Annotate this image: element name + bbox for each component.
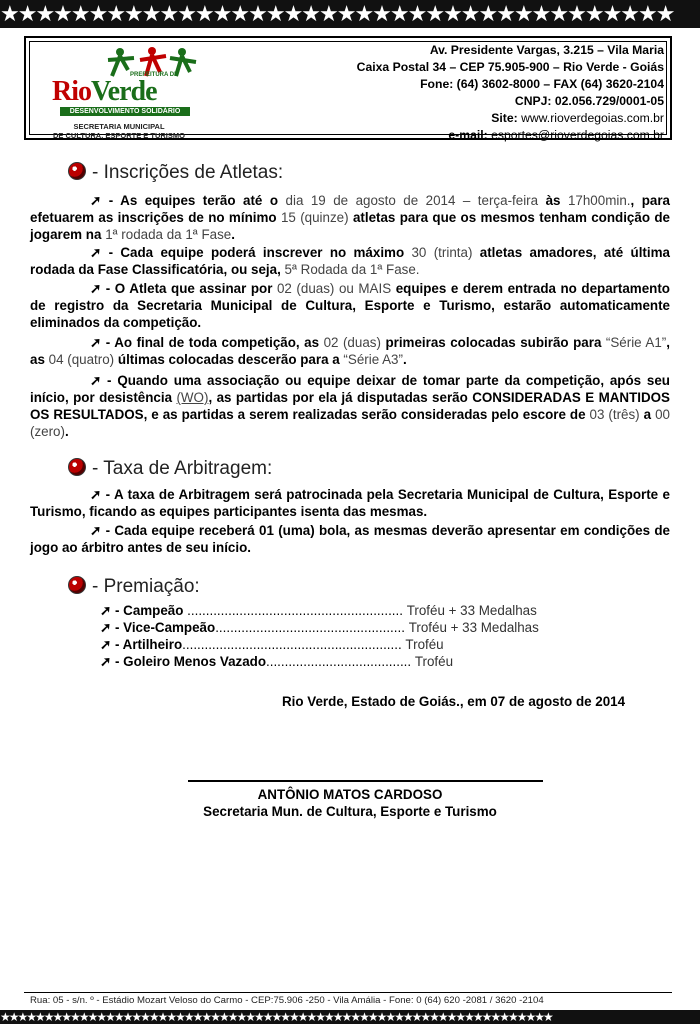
text: . — [402, 352, 407, 367]
logo-verde: Verde — [91, 76, 157, 107]
logo-rio: Rio — [52, 76, 91, 107]
prize-reward: Troféu — [405, 637, 444, 652]
arrow-icon: ➚ — [100, 654, 112, 669]
text: (WO) — [176, 390, 209, 405]
prize-row — [100, 602, 660, 619]
text: 03 (três) — [589, 407, 640, 422]
prize-reward: Troféu + 33 Medalhas — [408, 620, 539, 635]
signature-line — [188, 780, 543, 782]
text: - Ao final de toda competição, as — [105, 335, 320, 350]
prize-label: - Artilheiro — [114, 637, 183, 652]
prize-row — [100, 636, 660, 653]
paragraph-2 — [30, 244, 670, 278]
text: equipes e derem entrada no departamento de registro da Secretaria Municipal de Cultura, Esporte e Turismo, estarão automaticamente eliminados da competição. — [30, 281, 670, 330]
text: 1ª rodada da 1ª Fase — [105, 227, 232, 242]
prize-row — [100, 653, 660, 670]
text: - Quando uma associação ou equipe deixar de tomar parte da competição, após seu início, por desistência — [30, 373, 670, 405]
text: 5ª Rodada da 1ª Fase. — [284, 262, 420, 277]
text: 17h00min. — [567, 193, 631, 208]
text: - As equipes terão até o — [108, 193, 279, 208]
text: dia 19 de agosto de 2014 – terça-feira — [285, 193, 539, 208]
prize-label: - Campeão — [114, 603, 184, 618]
bottom-star-border: ★★★★★★★★★★★★★★★★★★★★★★★★★★★★★★★★★★★★★★★★★★★★★★★★★★★★★★★★★★★★★★★ — [0, 1010, 700, 1024]
ball-bullet-icon — [68, 162, 86, 180]
arrow-icon: ➚ — [90, 523, 102, 538]
section-title: - Taxa de Arbitragem: — [92, 458, 273, 479]
prize-dots: ........................................................... — [182, 637, 402, 652]
paragraph-1 — [30, 192, 670, 243]
text: 30 (trinta) — [411, 245, 473, 260]
text: atletas amadores, até última rodada da Fase Classificatória, ou seja, — [30, 245, 670, 277]
logo-prefeitura: PREFEITURA DE — [130, 72, 179, 78]
text: primeiras colocadas subirão para — [385, 335, 602, 350]
section-inscricoes — [68, 162, 283, 184]
section-taxa — [68, 458, 272, 480]
section-title: - Inscrições de Atletas: — [92, 162, 284, 183]
text: 02 (duas) ou MAIS — [276, 281, 392, 296]
email-label: e-mail: — [448, 128, 488, 142]
section-premiacao — [68, 576, 200, 598]
postal: Caixa Postal 34 – CEP 75.905-900 – Rio Verde - Goiás — [356, 60, 664, 74]
signatory-name: ANTÔNIO MATOS CARDOSO — [257, 787, 443, 802]
text: , as — [30, 335, 670, 367]
paragraph-5 — [30, 372, 670, 440]
prize-dots: ................................................... — [215, 620, 405, 635]
prize-row — [100, 619, 660, 636]
address: Av. Presidente Vargas, 3.215 – Vila Maria — [429, 43, 664, 57]
text: - Cada equipe receberá 01 (uma) bola, as mesmas deverão apresentar em condições de jogo ao árbitro antes de seu início. — [30, 523, 670, 555]
arrow-icon: ➚ — [100, 620, 112, 635]
text: , as partidas por ela já disputadas serão CONSIDERADAS E MANTIDOS OS RESULTADOS, e as partidas a serem realizadas serão consideradas pelo escore de — [30, 390, 670, 422]
logo-name — [52, 76, 157, 108]
text: . — [231, 227, 235, 242]
logo-secretaria — [30, 122, 208, 140]
arrow-icon: ➚ — [90, 373, 102, 388]
arrow-icon: ➚ — [90, 335, 102, 350]
section-title: - Premiação: — [92, 576, 200, 597]
text: últimas colocadas descerão para a — [117, 352, 340, 367]
email — [357, 127, 664, 144]
logo-secretaria-line2: DE CULTURA, ESPORTE E TURISMO — [53, 131, 185, 140]
paragraph-7 — [30, 522, 670, 556]
cnpj: CNPJ: 02.056.729/0001-05 — [514, 94, 664, 108]
arrow-icon: ➚ — [100, 637, 112, 652]
text: 02 (duas) — [323, 335, 381, 350]
ball-bullet-icon — [68, 458, 86, 476]
prize-reward: Troféu — [414, 654, 454, 669]
footer-divider — [24, 992, 672, 993]
logo — [30, 42, 208, 140]
ball-bullet-icon — [68, 576, 86, 594]
arrow-icon: ➚ — [100, 603, 112, 618]
text: - A taxa de Arbitragem será patrocinada pela Secretaria Municipal de Cultura, Esporte e Turismo, ficando as equipes participantes isenta das mesmas. — [30, 487, 670, 519]
text: 04 (quatro) — [48, 352, 115, 367]
arrow-icon: ➚ — [90, 487, 102, 502]
arrow-icon: ➚ — [90, 281, 102, 296]
text: 00 (zero) — [30, 407, 670, 439]
prize-dots: ....................................... — [266, 654, 412, 669]
email-link[interactable]: esportes@rioverdegoias.com.br — [491, 128, 664, 142]
text: às — [545, 193, 561, 208]
paragraph-6 — [30, 486, 670, 520]
footer-address: Rua: 05 - s/n. º - Estádio Mozart Veloso do Carmo - CEP:75.906 -250 - Vila Amália - Fone: 0 (64) 620 -2081 / 3620 -2104 — [30, 995, 544, 1006]
signature-block — [0, 786, 700, 820]
paragraph-3 — [30, 280, 670, 331]
contact-info — [357, 42, 664, 144]
phone: Fone: (64) 3602-8000 – FAX (64) 3620-2104 — [420, 77, 664, 91]
prize-label: - Vice-Campeão — [114, 620, 216, 635]
prize-dots: .......................................................... — [187, 603, 403, 618]
place-date: Rio Verde, Estado de Goiás., em 07 de agosto de 2014 — [282, 694, 626, 709]
text: 15 (quinze) — [280, 210, 349, 225]
prize-reward: Troféu + 33 Medalhas — [406, 603, 537, 618]
prize-label: - Goleiro Menos Vazado — [114, 654, 267, 669]
text: - Cada equipe poderá inscrever no máximo — [108, 245, 405, 260]
logo-slogan: DESENVOLVIMENTO SOLIDÁRIO — [60, 107, 190, 116]
arrow-icon: ➚ — [90, 193, 102, 208]
arrow-icon: ➚ — [90, 245, 102, 260]
text: “Série A1” — [605, 335, 667, 350]
text: , para efetuarem as inscrições de no mínimo — [30, 193, 670, 225]
top-star-border: ★★★★★★★★★★★★★★★★★★★★★★★★★★★★★★★★★★★★★★ — [0, 0, 700, 28]
text: . — [64, 424, 69, 439]
text: - O Atleta que assinar por — [105, 281, 273, 296]
text: atletas para que os mesmos tenham condição de jogarem na — [30, 210, 670, 242]
text: a — [643, 407, 652, 422]
signatory-title: Secretaria Mun. de Cultura, Esporte e Turismo — [203, 804, 497, 819]
logo-secretaria-line1: SECRETARIA MUNICIPAL — [73, 122, 165, 131]
paragraph-4 — [30, 334, 670, 368]
letterhead — [24, 36, 672, 140]
text: “Série A3” — [343, 352, 403, 367]
site — [357, 110, 664, 127]
site-label: Site: — [491, 111, 518, 125]
site-link[interactable]: www.rioverdegoias.com.br — [521, 111, 664, 125]
